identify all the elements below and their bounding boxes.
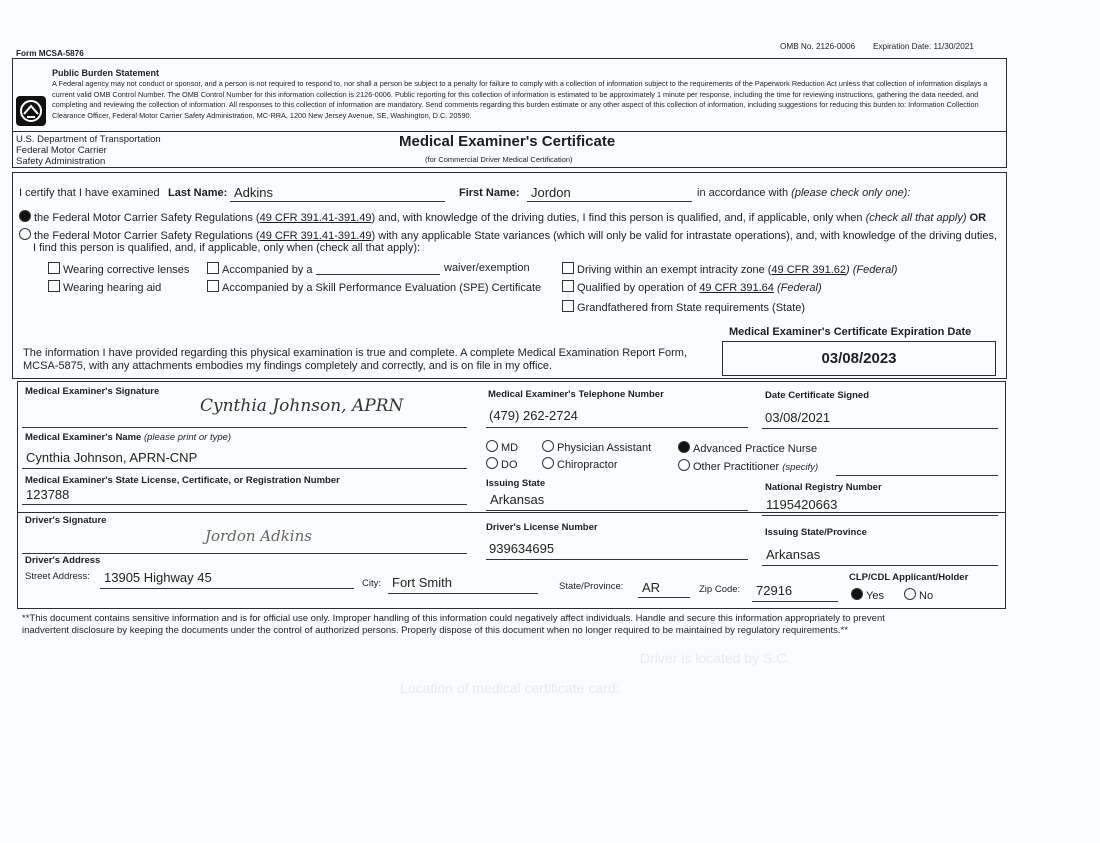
type-md[interactable]	[486, 440, 518, 454]
driver-signature-line	[22, 553, 467, 554]
clp-no[interactable]	[904, 588, 933, 602]
street-label: Street Address:	[25, 571, 90, 582]
check-grandfathered[interactable]	[562, 300, 805, 314]
option1-ref[interactable]: 49 CFR 391.41-391.49	[259, 212, 372, 224]
option1-text2: ) and, with knowledge of the driving duties, I find this person is qualified, and, if applicable, only when	[371, 212, 863, 224]
examiner-signature-line	[22, 427, 467, 428]
date-signed-field[interactable]: 03/08/2021	[765, 410, 831, 425]
issuing-state-label: Issuing State	[486, 478, 546, 489]
accompanied-label: Accompanied by a	[222, 264, 313, 276]
radio-do[interactable]	[486, 457, 498, 469]
last-name-field[interactable]: Adkins	[234, 185, 274, 200]
driver-license-field[interactable]: 939634695	[489, 541, 555, 556]
examiner-name-label: Medical Examiner's Name	[25, 432, 142, 443]
city-label: City:	[362, 578, 381, 589]
bleed-through-text: Driver is located by S.C.	[640, 650, 791, 666]
driver-issuing-field[interactable]: Arkansas	[766, 547, 821, 562]
page-subtitle: (for Commercial Driver Medical Certification)	[425, 155, 573, 164]
phone-field[interactable]: (479) 262-2724	[489, 408, 578, 423]
driver-address-label: Driver's Address	[25, 555, 101, 566]
checkbox-icon[interactable]	[48, 262, 60, 274]
license-field[interactable]: 123788	[26, 487, 70, 502]
waiver-exemption-label: waiver/exemption	[444, 262, 530, 274]
qualified-post: (Federal)	[773, 282, 822, 294]
accordance-text	[697, 187, 910, 199]
type-do-label: DO	[501, 459, 518, 471]
agency-line: Federal Motor Carrier	[16, 145, 107, 156]
clp-no-label: No	[919, 590, 934, 602]
radio-clp-yes[interactable]	[851, 588, 863, 600]
accordance-label: in accordance with	[697, 187, 789, 199]
check-corrective-lenses[interactable]	[48, 262, 189, 276]
type-other[interactable]	[678, 459, 818, 473]
clp-yes-label: Yes	[866, 590, 884, 602]
agency-line: Safety Administration	[16, 156, 106, 167]
examiner-name-hint: (please print or type)	[143, 432, 232, 443]
footer-notice	[22, 613, 992, 637]
phone-line	[486, 427, 748, 428]
intracity-post: ) (Federal)	[846, 264, 898, 276]
first-name-line	[527, 201, 692, 202]
footer-line: inadvertent disclosure by keeping the documents under the control of authorized persons. Properly dispose of this document when no longer required to be maintained by regulatory requirements.**	[22, 625, 848, 636]
city-line	[388, 593, 538, 594]
option-state-variances[interactable]	[19, 228, 997, 242]
phone-label: Medical Examiner's Telephone Number	[488, 389, 664, 400]
zip-field[interactable]: 72916	[756, 583, 793, 598]
type-chiro-label: Chiropractor	[557, 459, 618, 471]
waiver-line	[316, 274, 440, 275]
burden-text: A Federal agency may not conduct or sponsor, and a person is not required to respond to, nor shall a person be subject to a penalty for failure to comply with a collection of information subject to the requirements of the Paperwork Reduction Act unless that collection of information displays a current valid OMB Control Number. The OMB Control Number for this information collection is 2126-0006. Public reporting for this collection of information is estimated to be approximately 1 minute per response, including the time for reviewing instructions, gathering the data needed, and completing and reviewing the collection of information. All responses to this collection of information are mandatory. Send comments regarding this burden estimate or any other aspect of this collection of information, including suggestions for reducing this burden to: Information Collection Clearance Officer, Federal Motor Carrier Safety Administration, MC-RRA, 1200 New Jersey Avenue, SE, Washington, D.C. 20590.	[52, 79, 988, 121]
qualified-label: Qualified by operation of	[577, 282, 700, 294]
examiner-name-field[interactable]: Cynthia Johnson, APRN-CNP	[26, 450, 198, 465]
agency-name	[16, 134, 161, 167]
expiration-label: Medical Examiner's Certificate Expiration Date	[729, 326, 972, 338]
option2-ref[interactable]: 49 CFR 391.41-391.49	[259, 230, 372, 242]
checkbox-icon[interactable]	[562, 300, 574, 312]
driver-issuing-line	[762, 565, 998, 566]
street-line	[100, 588, 354, 589]
check-qualified-operation[interactable]	[562, 280, 822, 294]
check-intracity[interactable]	[562, 262, 897, 276]
omb-number: OMB No. 2126-0006	[780, 42, 856, 51]
radio-apn[interactable]	[678, 441, 690, 453]
option1-or: OR	[969, 212, 987, 224]
driver-issuing-label: Issuing State/Province	[765, 527, 867, 538]
grandfathered-label: Grandfathered from State requirements (State)	[577, 302, 806, 314]
dot-logo-icon	[16, 96, 46, 126]
check-hearing-aid[interactable]	[48, 280, 161, 294]
checkbox-icon[interactable]	[207, 280, 219, 292]
zip-label: Zip Code:	[699, 584, 741, 595]
intracity-label: Driving within an exempt intracity zone (	[577, 264, 772, 276]
state-line	[638, 597, 690, 598]
registry-field[interactable]: 1195420663	[766, 497, 838, 512]
date-signed-line	[762, 428, 998, 429]
license-line	[22, 504, 467, 505]
checkbox-icon[interactable]	[562, 262, 574, 274]
expiration-date[interactable]: 03/08/2023	[821, 350, 897, 367]
footer-line: **This document contains sensitive information and is for official use only. Improper handling of this information could negatively affect individuals. Handle and secure this information appropriately to prevent	[22, 613, 885, 624]
form-expiration: Expiration Date: 11/30/2021	[873, 42, 974, 51]
issuing-state-field[interactable]: Arkansas	[490, 492, 545, 507]
attest-line: MCSA-5875, with any attachments embodies my findings completely and correctly, and is on file in my office.	[23, 360, 553, 372]
driver-signature-label: Driver's Signature	[25, 515, 107, 526]
other-specify-line	[836, 475, 998, 476]
type-apn-label: Advanced Practice Nurse	[693, 443, 818, 455]
type-pa[interactable]	[542, 440, 651, 454]
radio-other[interactable]	[678, 459, 690, 471]
checkbox-icon[interactable]	[562, 280, 574, 292]
option2-text: the Federal Motor Carrier Safety Regulations (	[34, 230, 260, 242]
type-pa-label: Physician Assistant	[557, 442, 652, 454]
license-label: Medical Examiner's State License, Certificate, or Registration Number	[25, 475, 340, 486]
qualified-ref[interactable]: 49 CFR 391.64	[699, 282, 774, 294]
checkbox-icon[interactable]	[48, 280, 60, 292]
driver-license-line	[486, 559, 748, 560]
registry-label: National Registry Number	[765, 482, 882, 493]
type-apn[interactable]	[678, 441, 817, 455]
bleed-through-text: Location of medical certificate card:	[400, 680, 620, 696]
attest-line: The information I have provided regarding this physical examination is true and complete. A complete Medical Examination Report Form,	[23, 347, 688, 359]
first-name-field[interactable]: Jordon	[531, 185, 571, 200]
option-federal[interactable]	[19, 210, 986, 224]
examiner-signature-label: Medical Examiner's Signature	[25, 386, 160, 397]
check-one-hint: (please check only one):	[791, 187, 911, 199]
driver-signature[interactable]: Jordon Adkins	[205, 527, 312, 545]
radio-clp-no[interactable]	[904, 588, 916, 600]
date-signed-label: Date Certificate Signed	[765, 390, 869, 401]
type-do[interactable]	[486, 457, 518, 471]
certify-intro: I certify that I have examined	[19, 187, 160, 199]
examiner-name-label-row	[25, 432, 231, 443]
checkbox-icon[interactable]	[207, 262, 219, 274]
form-id: Form MCSA-5876	[16, 49, 84, 58]
attestation-text	[23, 347, 713, 373]
clp-yes[interactable]	[851, 588, 884, 602]
last-name-line	[230, 201, 445, 202]
radio-md[interactable]	[486, 440, 498, 452]
page-title: Medical Examiner's Certificate	[399, 133, 616, 150]
examiner-signature[interactable]: Cynthia Johnson, APRN	[200, 396, 404, 416]
street-field[interactable]: 13905 Highway 45	[104, 570, 212, 585]
radio-pa[interactable]	[542, 440, 554, 452]
option2-line2: I find this person is qualified, and, if applicable, only when (check all that apply):	[33, 242, 421, 254]
type-md-label: MD	[501, 442, 519, 454]
state-field[interactable]: AR	[642, 580, 661, 595]
type-chiropractor[interactable]	[542, 457, 618, 471]
zip-line	[752, 601, 838, 602]
examiner-name-line	[22, 468, 467, 469]
radio-chiropractor[interactable]	[542, 457, 554, 469]
city-field[interactable]: Fort Smith	[392, 575, 452, 590]
option1-text: the Federal Motor Carrier Safety Regulations (	[34, 212, 260, 224]
agency-line: U.S. Department of Transportation	[16, 134, 161, 145]
check-spe[interactable]	[207, 280, 541, 294]
issuing-state-line	[486, 510, 748, 511]
spe-label: Accompanied by a Skill Performance Evaluation (SPE) Certificate	[222, 282, 542, 294]
header-divider	[12, 131, 1007, 132]
last-name-label: Last Name:	[168, 187, 228, 199]
option1-check: (check all that apply)	[865, 212, 967, 224]
option2-text2: ) with any applicable State variances (which will only be valid for intrastate operations), and, with knowledge of the driving duties,	[371, 230, 998, 242]
check-waiver[interactable]	[207, 262, 313, 276]
clp-label: CLP/CDL Applicant/Holder	[849, 572, 969, 583]
first-name-label: First Name:	[459, 187, 520, 199]
state-label: State/Province:	[559, 581, 624, 592]
type-other-hint: (specify)	[782, 462, 819, 473]
driver-license-label: Driver's License Number	[486, 522, 598, 533]
hearing-label: Wearing hearing aid	[63, 282, 162, 294]
lenses-label: Wearing corrective lenses	[63, 264, 190, 276]
type-other-label: Other Practitioner	[693, 461, 780, 473]
radio-state-variances[interactable]	[19, 228, 31, 240]
intracity-ref[interactable]: 49 CFR 391.62	[771, 264, 847, 276]
burden-title: Public Burden Statement	[52, 68, 160, 78]
radio-federal[interactable]	[19, 210, 31, 222]
